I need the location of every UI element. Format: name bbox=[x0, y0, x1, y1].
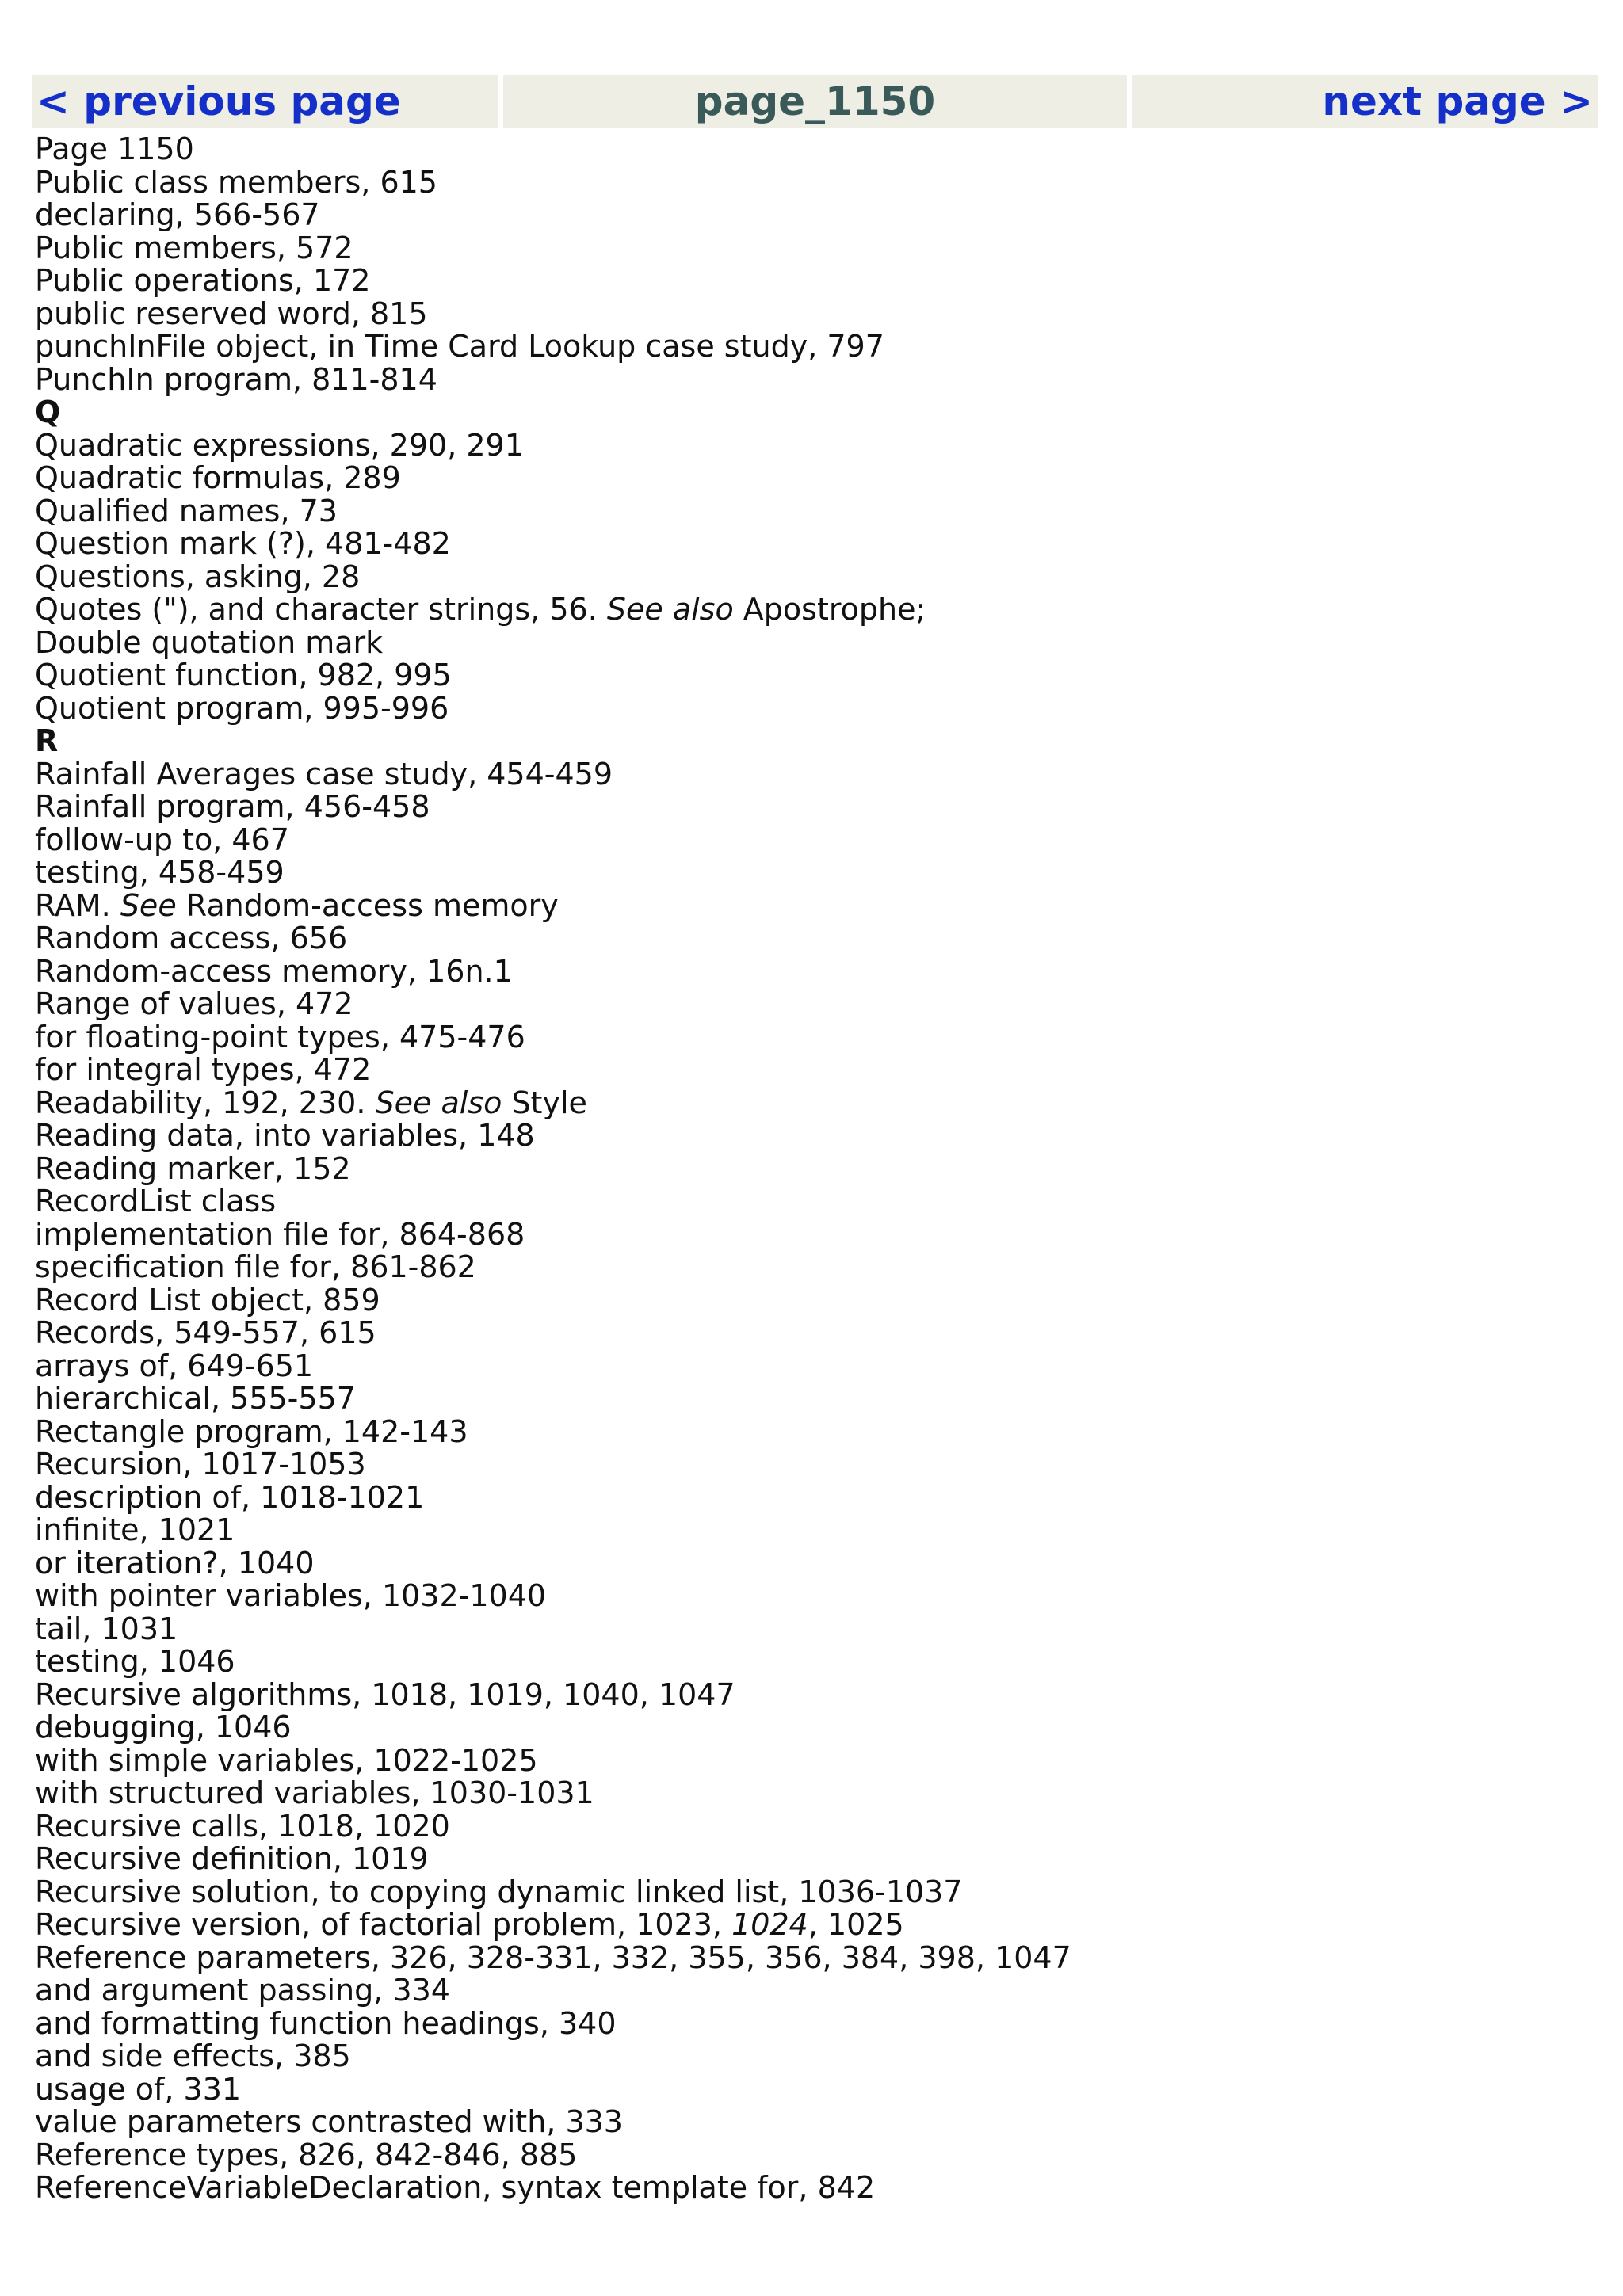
index-entry: for integral types, 472 bbox=[35, 1052, 372, 1087]
index-entry: public reserved word, 815 bbox=[35, 296, 428, 331]
index-entry: Reading marker, 152 bbox=[35, 1150, 351, 1186]
index-entry-italic: See also bbox=[606, 592, 734, 627]
index-entry: Public members, 572 bbox=[35, 230, 353, 265]
index-entry-text: Readability, 192, 230. bbox=[35, 1085, 376, 1120]
page-label: Page 1150 bbox=[35, 132, 194, 166]
index-entry: Recursion, 1017-1053 bbox=[35, 1447, 366, 1482]
index-entry: Questions, asking, 28 bbox=[35, 559, 361, 594]
index-entry: with simple variables, 1022-1025 bbox=[35, 1742, 538, 1778]
index-entry: hierarchical, 555-557 bbox=[35, 1381, 356, 1416]
index-letter-heading: R bbox=[35, 723, 59, 758]
index-entry: Record List object, 859 bbox=[35, 1282, 380, 1318]
index-entry: Recursive algorithms, 1018, 1019, 1040, 1047 bbox=[35, 1676, 735, 1712]
index-entry: follow-up to, 467 bbox=[35, 822, 289, 857]
index-entry: Rectangle program, 142-143 bbox=[35, 1413, 468, 1449]
index-entry: usage of, 331 bbox=[35, 2071, 242, 2107]
index-entry: testing, 458-459 bbox=[35, 855, 285, 890]
index-entry: RecordList class bbox=[35, 1184, 277, 1219]
index-entry-list bbox=[35, 166, 1588, 2205]
index-entry-italic: See bbox=[120, 887, 177, 923]
index-entry-text: Apostrophe; bbox=[733, 592, 926, 627]
previous-page-link[interactable]: < previous page bbox=[32, 75, 498, 128]
index-entry bbox=[35, 887, 1588, 923]
index-entry bbox=[35, 593, 1588, 627]
index-entry: Reference parameters, 326, 328-331, 332, 355, 356, 384, 398, 1047 bbox=[35, 1939, 1071, 1975]
index-entry-text: Quotes ("), and character strings, 56. bbox=[35, 592, 607, 627]
index-entry: Reading data, into variables, 148 bbox=[35, 1118, 535, 1153]
index-entry: Quotient program, 995-996 bbox=[35, 690, 449, 726]
index-entry: declaring, 566-567 bbox=[35, 197, 320, 232]
index-entry: with pointer variables, 1032-1040 bbox=[35, 1578, 547, 1613]
index-entry-text: RAM. bbox=[35, 887, 120, 923]
index-entry: ReferenceVariableDeclaration, syntax template for, 842 bbox=[35, 2170, 876, 2205]
index-entry: or iteration?, 1040 bbox=[35, 1545, 315, 1581]
page-title: page_1150 bbox=[503, 75, 1127, 128]
index-entry: Quotient function, 982, 995 bbox=[35, 658, 452, 692]
index-entry: Question mark (?), 481-482 bbox=[35, 526, 451, 561]
index-entry-text: Recursive version, of factorial problem, 1023, bbox=[35, 1907, 732, 1942]
index-entry: Random-access memory, 16n.1 bbox=[35, 953, 513, 989]
index-entry: PunchIn program, 811-814 bbox=[35, 361, 437, 397]
index-entry-text: , 1025 bbox=[808, 1907, 904, 1942]
index-entry-text: Random-access memory bbox=[176, 887, 559, 923]
index-entry: Records, 549-557, 615 bbox=[35, 1315, 376, 1350]
page-navigation-bar bbox=[32, 75, 1598, 128]
index-entry: Recursive solution, to copying dynamic linked list, 1036-1037 bbox=[35, 1874, 963, 1909]
index-entry: and side effects, 385 bbox=[35, 2039, 351, 2073]
index-entry-text: Style bbox=[502, 1085, 587, 1120]
index-entry: description of, 1018-1021 bbox=[35, 1479, 425, 1515]
index-entry: punchInFile object, in Time Card Lookup case study, 797 bbox=[35, 329, 884, 364]
index-entry: Random access, 656 bbox=[35, 921, 348, 955]
index-entry: Recursive calls, 1018, 1020 bbox=[35, 1808, 450, 1844]
index-entry-italic: 1024 bbox=[731, 1907, 808, 1942]
index-entry: value parameters contrasted with, 333 bbox=[35, 2104, 623, 2139]
index-entry: Rainfall program, 456-458 bbox=[35, 789, 430, 824]
index-entry: with structured variables, 1030-1031 bbox=[35, 1775, 594, 1810]
index-entry: tail, 1031 bbox=[35, 1611, 178, 1646]
index-entry: Public operations, 172 bbox=[35, 263, 371, 298]
index-entry: Range of values, 472 bbox=[35, 986, 353, 1021]
index-entry: Quadratic expressions, 290, 291 bbox=[35, 427, 524, 463]
index-entry: testing, 1046 bbox=[35, 1644, 235, 1679]
index-entry: Public class members, 615 bbox=[35, 164, 437, 200]
index-entry: infinite, 1021 bbox=[35, 1512, 235, 1547]
index-entry: debugging, 1046 bbox=[35, 1710, 292, 1745]
next-page-link[interactable]: next page > bbox=[1132, 75, 1598, 128]
index-entry: for floating-point types, 475-476 bbox=[35, 1019, 525, 1055]
index-entry: Qualified names, 73 bbox=[35, 493, 338, 528]
index-entry: Rainfall Averages case study, 454-459 bbox=[35, 756, 613, 791]
index-entry: Reference types, 826, 842-846, 885 bbox=[35, 2137, 578, 2172]
index-entry: Recursive definition, 1019 bbox=[35, 1841, 429, 1876]
index-entry-italic: See also bbox=[375, 1085, 502, 1120]
index-entry: Double quotation mark bbox=[35, 624, 384, 660]
index-entry: and formatting function headings, 340 bbox=[35, 2005, 617, 2041]
index-entry: arrays of, 649-651 bbox=[35, 1348, 314, 1383]
index-entry: specification file for, 861-862 bbox=[35, 1249, 476, 1284]
index-letter-heading: Q bbox=[35, 395, 61, 429]
index-entry: implementation file for, 864-868 bbox=[35, 1216, 525, 1252]
index-entry bbox=[35, 1087, 1588, 1120]
index-entry bbox=[35, 1909, 1588, 1942]
index-entry: Quadratic formulas, 289 bbox=[35, 460, 401, 495]
index-entry: and argument passing, 334 bbox=[35, 1973, 450, 2008]
index-content bbox=[35, 133, 1588, 2205]
